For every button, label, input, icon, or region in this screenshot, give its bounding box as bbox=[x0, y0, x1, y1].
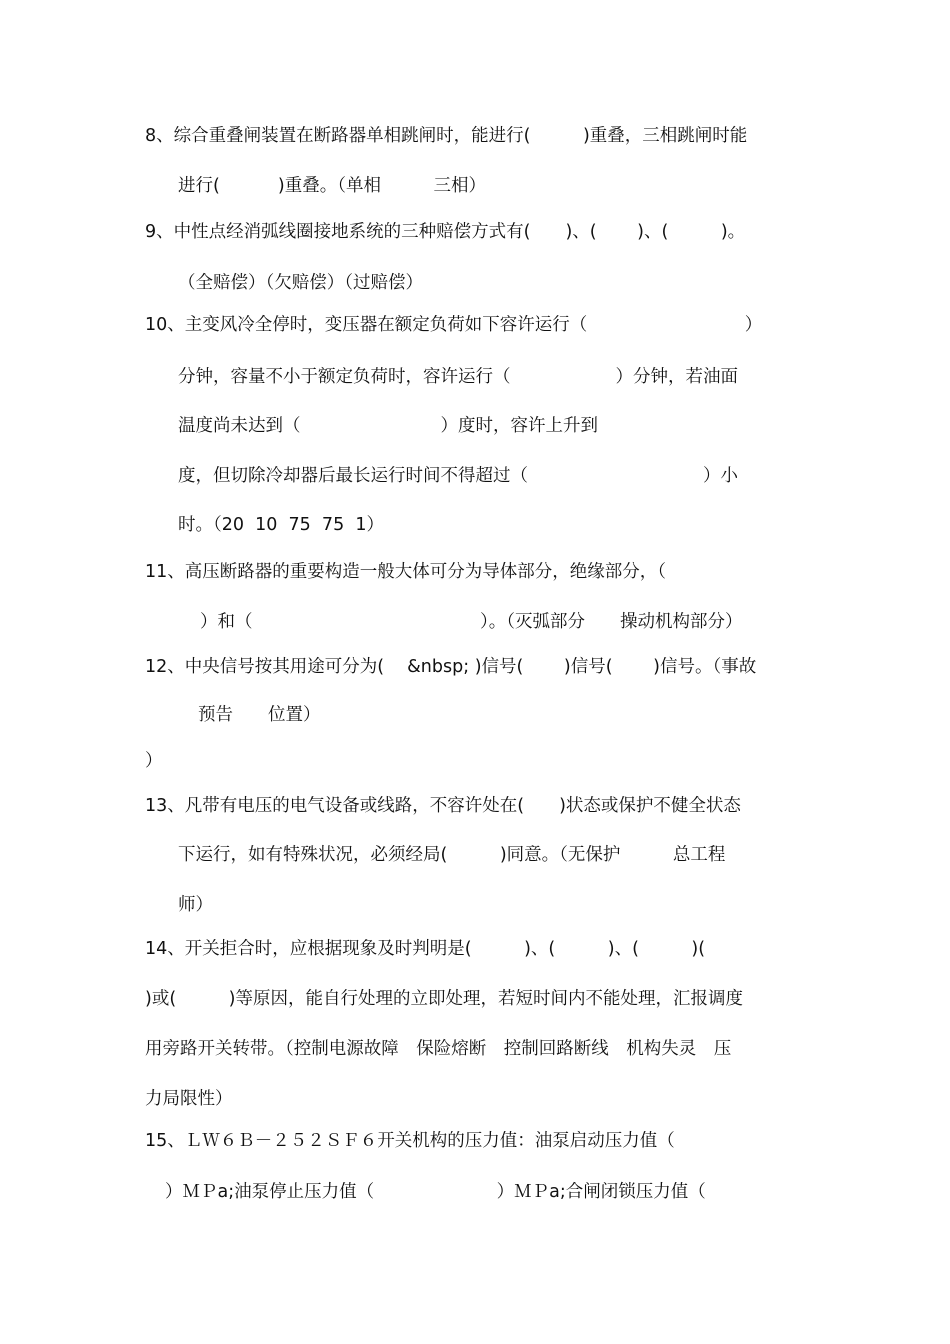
text-line: 15、ＬＷ６Ｂ－２５２ＳＦ６开关机构的压力值：油泵启动压力值（ bbox=[145, 1131, 675, 1151]
text-line: 下运行，如有特殊状况，必须经局( )同意。（无保护 总工程 bbox=[178, 845, 726, 865]
text-line: 8、综合重叠闸装置在断路器单相跳闸时，能进行( )重叠，三相跳闸时能 bbox=[145, 126, 748, 146]
text-line: 12、中央信号按其用途可分为( &nbsp; )信号( )信号( )信号。（事故 bbox=[145, 657, 757, 677]
text-line: 13、凡带有电压的电气设备或线路，不容许处在( )状态或保护不健全状态 bbox=[145, 796, 741, 816]
text-line: 进行( )重叠。（单相 三相） bbox=[178, 176, 486, 196]
text-line: 分钟，容量不小于额定负荷时，容许运行（ ）分钟，若油面 bbox=[178, 367, 738, 387]
text-line: 11、高压断路器的重要构造一般大体可分为导体部分，绝缘部分，（ bbox=[145, 562, 667, 582]
text-line: ）和（ ）。（灭弧部分 操动机构部分） bbox=[200, 612, 743, 632]
text-line: 9、中性点经消弧线圈接地系统的三种赔偿方式有( )、( )、( )。 bbox=[145, 222, 746, 242]
text-line: 14、开关拒合时，应根据现象及时判明是( )、( )、( )( bbox=[145, 939, 706, 959]
text-line: 师） bbox=[178, 895, 213, 915]
text-line: ）ＭＰa;油泵停止压力值（ ）ＭＰa;合闸闭锁压力值（ bbox=[165, 1182, 706, 1202]
text-line: 预告 位置） bbox=[198, 705, 321, 725]
text-line: 度，但切除冷却器后最长运行时间不得超过（ ）小 bbox=[178, 466, 738, 486]
text-line: 10、主变风冷全停时，变压器在额定负荷如下容许运行（ ） bbox=[145, 315, 763, 335]
text-line: ） bbox=[145, 751, 163, 771]
text-line: （全赔偿）（欠赔偿）（过赔偿） bbox=[178, 273, 423, 293]
text-line: 时。（20 10 75 75 1） bbox=[178, 515, 384, 535]
text-line: 力局限性） bbox=[145, 1089, 233, 1109]
text-line: )或( )等原因，能自行处理的立即处理，若短时间内不能处理，汇报调度 bbox=[145, 989, 743, 1009]
text-line: 温度尚未达到（ ）度时，容许上升到 bbox=[178, 416, 598, 436]
text-line: 用旁路开关转带。（控制电源故障 保险熔断 控制回路断线 机构失灵 压 bbox=[145, 1039, 732, 1059]
